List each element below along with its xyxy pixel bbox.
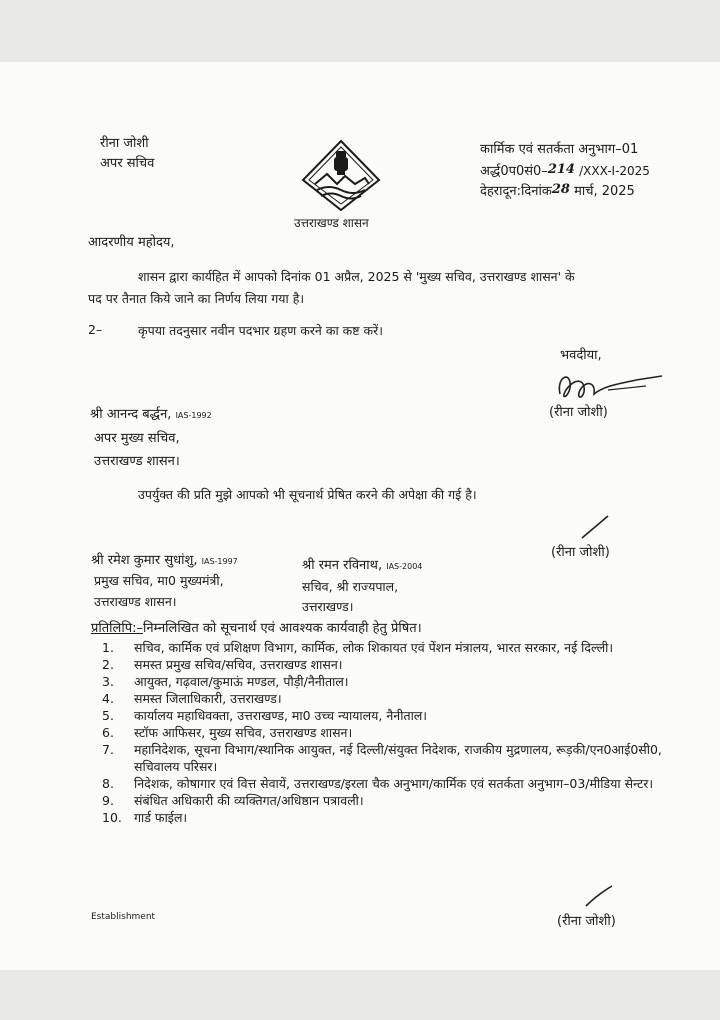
copy-heading (91, 618, 422, 636)
cc-left-office: उत्तराखण्ड शासन। (94, 594, 177, 609)
copy-heading-label: प्रतिलिपि:– (91, 621, 143, 636)
reference-number-prefix: अर्द्ध0प0सं0– (480, 164, 548, 179)
addressee-designation: अपर मुख्य सचिव, (94, 431, 180, 446)
cc-right-batch: IAS-2004 (386, 562, 423, 571)
list-item-number: 1. (102, 640, 114, 655)
sender-designation: अपर सचिव (100, 156, 155, 171)
initial-mark-icon (580, 514, 610, 540)
reference-number-suffix: /XXX-I-2025 (579, 164, 650, 178)
list-item (102, 707, 662, 724)
footer-establishment: Establishment (91, 912, 156, 922)
list-item-number: 10. (102, 810, 122, 825)
reference-date-suffix: मार्च, 2025 (574, 184, 635, 199)
list-item (102, 690, 662, 707)
reference-date-prefix: देहरादून:दिनांक (480, 184, 552, 199)
list-item-text: कार्यालय महाधिवक्ता, उत्तराखण्ड, मा0 उच्च न्यायालय, नैनीताल। (134, 708, 428, 723)
list-item-number: 4. (102, 691, 114, 706)
body-paragraph-1-line-1: शासन द्वारा कार्यहित में आपको दिनांक 01 अप्रैल, 2025 से 'मुख्य सचिव, उत्तराखण्ड शासन' के (138, 269, 575, 284)
list-item (102, 741, 662, 775)
cc-right-name-text: श्री रमन रविनाथ, (302, 558, 383, 573)
reference-department: कार्मिक एवं सतर्कता अनुभाग–01 (480, 142, 639, 157)
list-item-number: 9. (102, 793, 114, 808)
sender-name: रीना जोशी (100, 136, 149, 151)
cc-left-name-text: श्री रमेश कुमार सुधांशु, (91, 553, 198, 568)
cc-left-designation: प्रमुख सचिव, मा0 मुख्यमंत्री, (94, 573, 224, 588)
addressee-name (90, 404, 212, 422)
list-item (102, 673, 662, 690)
list-item-number: 3. (102, 674, 114, 689)
reference-date-handwritten: 28 (551, 182, 570, 197)
cc-left-batch: IAS-1997 (201, 557, 238, 566)
list-item-text: गार्ड फाईल। (134, 810, 188, 825)
list-item-text: महानिदेशक, सूचना विभाग/स्थानिक आयुक्त, नई दिल्ली/संयुक्त निदेशक, राजकीय मुद्रणालय, रूड़की/एन0आई0सी0, सचिवालय परिसर। (134, 742, 662, 774)
forward-note: उपर्युक्त की प्रति मुझे आपको भी सूचनार्थ प्रेषित करने की अपेक्षा की गई है। (138, 487, 477, 502)
list-item-number: 7. (102, 742, 114, 757)
list-item-text: निदेशक, कोषागार एवं वित्त सेवायें, उत्तराखण्ड/इरला चैक अनुभाग/कार्मिक एवं सतर्कता अनुभाग–03/मीडिया सेन्टर। (134, 776, 654, 791)
body-paragraph-2-text: कृपया तदनुसार नवीन पदभार ग्रहण करने का कष्ट करें। (138, 323, 383, 338)
initial-mark-icon (584, 884, 614, 908)
list-item-text: समस्त जिलाधिकारी, उत्तराखण्ड। (134, 691, 282, 706)
addressee-office: उत्तराखण्ड शासन। (94, 454, 180, 469)
list-item (102, 775, 662, 792)
cc-right-office: उत्तराखण्ड। (302, 599, 354, 614)
salutation: आदरणीय महोदय, (88, 235, 175, 250)
list-item-number: 6. (102, 725, 114, 740)
cc-right-designation: सचिव, श्री राज्यपाल, (302, 579, 399, 594)
body-paragraph-2-number: 2– (88, 322, 103, 337)
closing-signatory: (रीना जोशी) (549, 405, 608, 420)
closing-yours: भवदीया, (560, 348, 602, 363)
list-item-text: सचिव, कार्मिक एवं प्रशिक्षण विभाग, कार्मिक, लोक शिकायत एवं पेंशन मंत्रालय, भारत सरकार, नई दिल्ली। (134, 640, 614, 655)
cc-left-name (91, 550, 238, 568)
list-item (102, 639, 662, 656)
list-item (102, 656, 662, 673)
list-item (102, 724, 662, 741)
emblem-label: उत्तराखण्ड शासन (294, 216, 369, 230)
list-item (102, 809, 662, 826)
body-paragraph-1-line-2: पद पर तैनात किये जाने का निर्णय लिया गया है। (88, 291, 305, 306)
list-item-text: समस्त प्रमुख सचिव/सचिव, उत्तराखण्ड शासन। (134, 657, 343, 672)
copy-heading-text: निम्नलिखित को सूचनार्थ एवं आवश्यक कार्यवाही हेतु प्रेषित। (143, 621, 422, 636)
signatory-2: (रीना जोशी) (551, 545, 610, 560)
cc-right-name (302, 555, 422, 573)
uttarakhand-emblem-icon (299, 138, 383, 214)
list-item-text: आयुक्त, गढ़वाल/कुमाऊं मण्डल, पौड़ी/नैनीताल। (134, 674, 349, 689)
addressee-name-text: श्री आनन्द बर्द्धन, (90, 407, 172, 422)
list-item-number: 2. (102, 657, 114, 672)
copy-list (102, 639, 662, 826)
list-item-number: 8. (102, 776, 114, 791)
list-item (102, 792, 662, 809)
list-item-number: 5. (102, 708, 114, 723)
reference-number (480, 161, 650, 179)
reference-date (480, 181, 635, 199)
reference-number-handwritten: 214 (547, 162, 575, 177)
signatory-3: (रीना जोशी) (557, 914, 616, 929)
list-item-text: स्टॉफ आफिसर, मुख्य सचिव, उत्तराखण्ड शासन। (134, 725, 353, 740)
list-item-text: संबंधित अधिकारी की व्यक्तिगत/अधिष्ठान पत्रावली। (134, 793, 364, 808)
addressee-batch: IAS-1992 (175, 411, 212, 420)
